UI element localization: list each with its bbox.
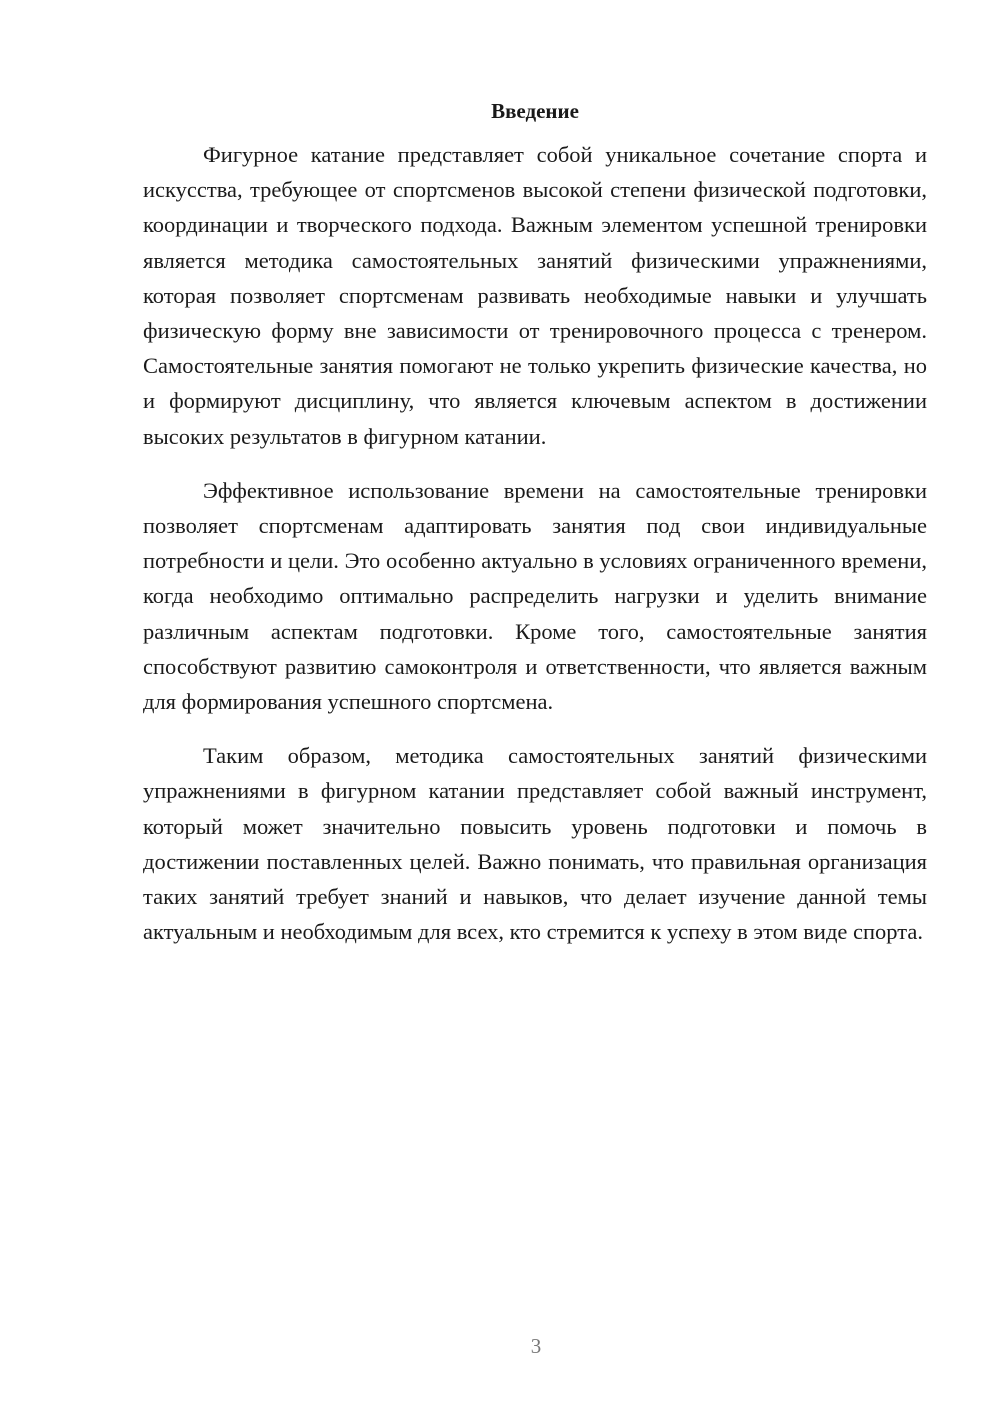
paragraph-1: Фигурное катание представляет собой уникальное сочетание спорта и искусства, требующее от спортсменов высокой степени физической подготовки, координации и творческого подхода. Важным элементом успешной тренировки является методика самостоятельных занятий физическими упражнениями, которая позволяет спортсменам развивать необходимые навыки и улучшать физическую форму вне зависимости от тренировочного процесса с тренером. Самостоятельные занятия помогают не только укрепить физические качества, но и формируют дисциплину, что является ключевым аспектом в достижении высоких результатов в фигурном катании. [143, 142, 927, 449]
paragraph-3: Таким образом, методика самостоятельных занятий физическими упражнениями в фигурном катании представляет собой важный инструмент, который может значительно повысить уровень подготовки и помочь в достижении поставленных целей. Важно понимать, что правильная организация таких занятий требует знаний и навыков, что делает изучение данной темы актуальным и необходимым для всех, кто стремится к успеху в этом виде спорта. [143, 743, 927, 945]
page-body [143, 96, 927, 968]
section-heading: Введение [491, 99, 579, 123]
page-number: 3 [530, 1334, 542, 1358]
paragraph-2: Эффективное использование времени на самостоятельные тренировки позволяет спортсменам адаптировать занятия под свои индивидуальные потребности и цели. Это особенно актуально в условиях ограниченного времени, когда необходимо оптимально распределить нагрузки и уделить внимание различным аспектам подготовки. Кроме того, самостоятельные занятия способствуют развитию самоконтроля и ответственности, что является важным для формирования успешного спортсмена. [143, 477, 927, 715]
